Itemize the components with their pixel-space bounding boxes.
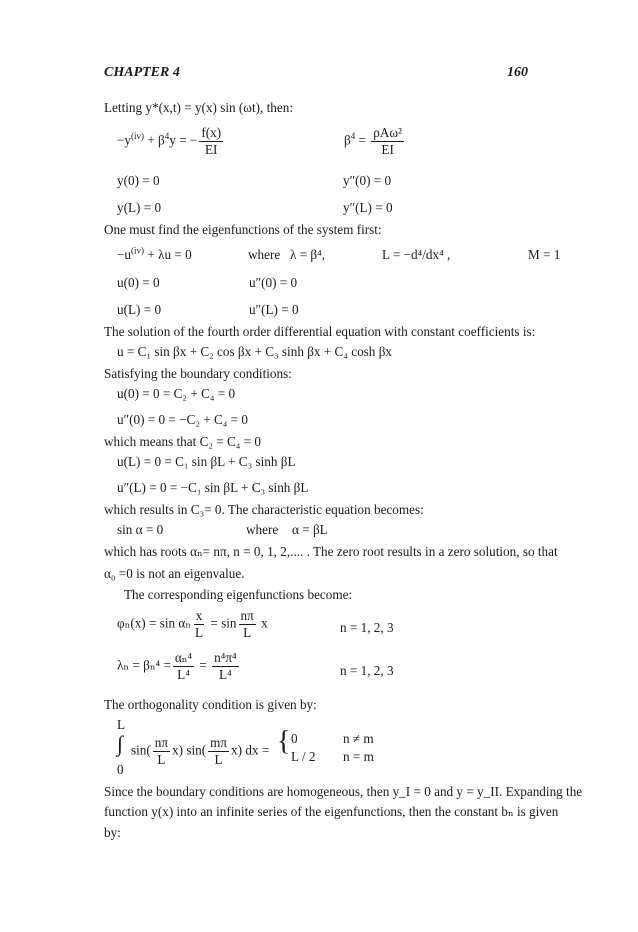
integral-sign: ∫ [117, 731, 124, 756]
equation-beta: $\beta^4$ = $\frac{\text{ρAω²}}{EI}$ [344, 125, 402, 157]
chapter-label: CHAPTER 4 [104, 65, 180, 80]
boundary-condition: y(0) = 0 [117, 173, 160, 188]
equation-line: u(0) = 0 = C₂ + C₄ = 0 [117, 386, 236, 401]
lambda-def: λ = β⁴, [290, 247, 326, 262]
text-line: One must find the eigenfunctions of the system first: [104, 222, 382, 237]
case-condition: n ≠ m [343, 731, 374, 746]
mass-def: M = 1 [528, 247, 561, 262]
alpha-def: α = βL [292, 522, 328, 537]
index-range: n = 1, 2, 3 [340, 620, 394, 635]
case-value: L / 2 [291, 749, 316, 764]
boundary-condition: y″(L) = 0 [343, 200, 393, 215]
text-line: The orthogonality condition is given by: [104, 697, 317, 712]
eigenfunction-equation: φₙ(x) = sin αₙ $\frac{x}{L}$ = sin $\frac{n\pi}{L}$ x [117, 608, 268, 640]
text-line: which results in C₃= 0. The characteristic equation becomes: [104, 502, 424, 517]
characteristic-equation: sin α = 0 [117, 522, 164, 537]
boundary-condition: y(L) = 0 [117, 200, 162, 215]
where-label: where [248, 247, 281, 262]
operator-def: L = −d⁴/dx⁴ , [382, 247, 451, 262]
text-line: function y(x) into an infinite series of the eigenfunctions, then the constant bₙ is given [104, 804, 559, 819]
boundary-condition: u(L) = 0 [117, 302, 162, 317]
text-line: α₀ =0 is not an eigenvalue. [104, 566, 245, 581]
text-line: which means that C₂ = C₄ = 0 [104, 434, 262, 449]
page-number: 160 [507, 65, 528, 80]
index-range: n = 1, 2, 3 [340, 663, 394, 678]
boundary-condition: y″(0) = 0 [343, 173, 392, 188]
case-value: 0 [291, 731, 298, 746]
text-line: which has roots αₙ= nπ, n = 0, 1, 2,.... . The zero root results in a zero solution, so that [104, 544, 558, 559]
where-label: where [246, 522, 279, 537]
equation-line: u(L) = 0 = C₁ sin βL + C₃ sinh βL [117, 454, 296, 469]
integral-upper-limit: L [117, 717, 126, 732]
general-solution: u = C₁ sin βx + C₂ cos βx + C₃ sinh βx + C₄ cosh βx [117, 344, 393, 359]
case-condition: n = m [343, 749, 374, 764]
equation-line: u″(L) = 0 = −C₁ sin βL + C₃ sinh βL [117, 480, 309, 495]
boundary-condition: u″(L) = 0 [249, 302, 299, 317]
text-line: The solution of the fourth order differential equation with constant coefficients is: [104, 324, 536, 339]
boundary-condition: u″(0) = 0 [249, 275, 298, 290]
text-line: Since the boundary conditions are homogeneous, then y_I = 0 and y = y_II. Expanding the [104, 784, 583, 799]
orthogonality-integrand: sin( $\frac{n\pi}{L}$ x) sin( $\frac{m\pi}{L}$ x) dx = [131, 735, 270, 767]
system-equation: $-u^{(iv)} + \lambda u = 0$ [117, 245, 192, 262]
text-line: The corresponding eigenfunctions become: [124, 587, 353, 602]
text-line: Satisfying the boundary conditions: [104, 366, 292, 381]
eigenvalue-equation: λₙ = βₙ⁴ = $\frac{\text{αₙ⁴}}{\text{L⁴}}$ = $\frac{\text{n⁴π⁴}}{\text{L⁴}}$ [117, 650, 237, 682]
boundary-condition: u(0) = 0 [117, 275, 160, 290]
equation-motion: $-y^{(iv)} + \beta^4y$ = − $\frac{f(x)}{EI}$ [117, 125, 222, 157]
text-line: Letting y*(x,t) = y(x) sin (ωt), then: [104, 100, 293, 115]
cases-brace: { [277, 726, 291, 757]
text-line: by: [104, 825, 121, 840]
integral-lower-limit: 0 [117, 762, 124, 777]
equation-line: u″(0) = 0 = −C₂ + C₄ = 0 [117, 412, 248, 427]
